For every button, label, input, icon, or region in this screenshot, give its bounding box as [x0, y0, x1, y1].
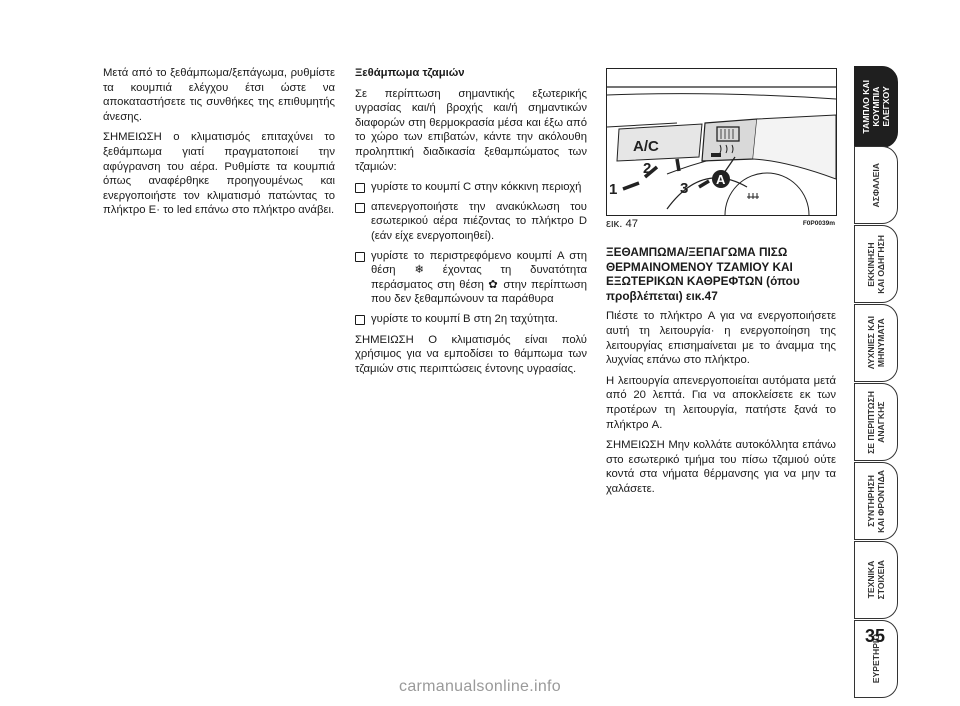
list-item: γυρίστε το περιστρεφόμενο κουμπί A στη θέση ❄ έχοντας τη δυνατότητα περάσματος στη θέση ✿ στην περίπτωση που δεν ξεθαμπώνουν τα παράθυρα: [355, 249, 587, 307]
paragraph: Η λειτουργία απενεργοποιείται αυτόματα μετά από 20 λεπτά. Για να αποκλείσετε εκ των προτέρων τη λειτουργία, πατήστε ξανά το πλήκτρο A.: [606, 374, 836, 431]
tab-dashboard-controls[interactable]: ΤΑΜΠΛΟ ΚΑΙ ΚΟΥΜΠΙΑ ΕΛΕΓΧΟΥ: [854, 66, 898, 148]
svg-text:2: 2: [643, 160, 652, 177]
note-paragraph: ΣΗΜΕΙΩΣΗ ο κλιματισμός επιταχύνει το ξεθάμπωμα γιατί πραγματοποιεί την αφύγρανση του αέρα. Ρυθμίστε τα κουμπιά όπως αναφέρθηκε προηγουμένως και ενεργοποιήστε τον κλιματισμό πατώντας το πλήκτρο E· το led επάνω στο πλήκτρο ανάβει.: [103, 131, 335, 217]
section-heading: ΞΕΘΑΜΠΩΜΑ/ΞΕΠΑΓΩΜΑ ΠΙΣΩ ΘΕΡΜΑΙΝΟΜΕΝΟΥ ΤΖΑΜΙΟΥ ΚΑΙ ΕΞΩΤΕΡΙΚΩΝ ΚΑΘΡΕΦΤΩΝ (όπου προβλέπεται) εικ.47: [606, 245, 800, 303]
figure-code: F0P0039m: [802, 220, 835, 227]
watermark: carmanualsonline.info: [399, 678, 561, 695]
paragraph: Πιέστε το πλήκτρο A για να ενεργοποιήσετε αυτή τη λειτουργία· η ενεργοποίηση της λειτουργίας επισημαίνεται με το άναμμα της λυχνίας επάνω στο πλήκτρο.: [606, 310, 836, 367]
checkbox-bullet-icon: [355, 315, 365, 325]
checkbox-bullet-icon: [355, 183, 365, 193]
checkbox-bullet-icon: [355, 252, 365, 262]
list-item: γυρίστε το κουμπί C στην κόκκινη περιοχή: [355, 180, 587, 195]
climate-panel-drawing: [607, 69, 836, 215]
tab-starting-driving[interactable]: ΕΚΚΙΝΗΣΗ ΚΑΙ ΟΔΗΓΗΣΗ: [854, 225, 898, 303]
page-number: 35: [864, 626, 886, 646]
svg-text:1: 1: [609, 181, 618, 198]
list-item: απενεργοποιήστε την ανακύκλωση του εσωτερικού αέρα πιέζοντας το πλήκτρο D (εάν είχε ενεργοποιηθεί).: [355, 200, 587, 244]
ac-button-label: A/C: [633, 138, 659, 155]
list-item: γυρίστε το κουμπί B στη 2η ταχύτητα.: [355, 312, 587, 327]
tab-warning-lights[interactable]: ΛΥΧΝΙΕΣ ΚΑΙ ΜΗΝΥΜΑΤΑ: [854, 304, 898, 382]
note-paragraph: ΣΗΜΕΙΩΣΗ Μην κολλάτε αυτοκόλλητα επάνω στο εσωτερικό τμήμα του πίσω τζαμιού ούτε κοντά στα νήματα θέρμανσης για να μην τα χαλάσετε.: [606, 439, 836, 495]
svg-text:A: A: [716, 172, 726, 187]
text-column-3: [606, 245, 836, 503]
tab-safety[interactable]: ΑΣΦΑΛΕΙΑ: [854, 146, 898, 224]
note-paragraph: ΣΗΜΕΙΩΣΗ Ο κλιματισμός είναι πολύ χρήσιμος για να εμποδίσει το θάμπωμα των τζαμιών στις περιπτώσεις έντονης υγρασίας.: [355, 333, 587, 375]
tab-maintenance[interactable]: ΣΥΝΤΗΡΗΣΗ ΚΑΙ ΦΡΟΝΤΙΔΑ: [854, 462, 898, 540]
checkbox-bullet-icon: [355, 203, 365, 213]
tab-index[interactable]: ΕΥΡΕΤΗΡΙΟ: [854, 620, 898, 698]
paragraph: Σε περίπτωση σημαντικής εξωτερικής υγρασίας και/ή βροχής και/ή σημαντικών διαφορών στη θερμοκρασία μέσα και έξω από το χώρο των επιβατών, κάντε την ακόλουθη προληπτική διαδικασία ξεθαμπώματος των τζαμιών:: [355, 87, 587, 173]
tab-emergency[interactable]: ΣΕ ΠΕΡΙΠΤΩΣΗ ΑΝΑΓΚΗΣ: [854, 383, 898, 461]
svg-text:3: 3: [680, 180, 689, 197]
paragraph: Μετά από το ξεθάμπωμα/ξεπάγωμα, ρυθμίστε τα κουμπιά ελέγχου έτσι ώστε να αποκαταστήσετε τις συνθήκες της επιθυμητής άνεσης.: [103, 67, 335, 123]
bullet-list: [355, 180, 587, 326]
tab-technical-data[interactable]: ΤΕΧΝΙΚΑ ΣΤΟΙΧΕΙΑ: [854, 541, 898, 619]
text-column-2: [355, 66, 587, 382]
figure-number: εικ. 47: [606, 218, 639, 230]
figure-caption: [606, 218, 835, 230]
text-column-1: [103, 66, 335, 224]
figure-47-illustration: [606, 68, 837, 216]
section-heading: Ξεθάμπωμα τζαμιών: [355, 67, 465, 79]
